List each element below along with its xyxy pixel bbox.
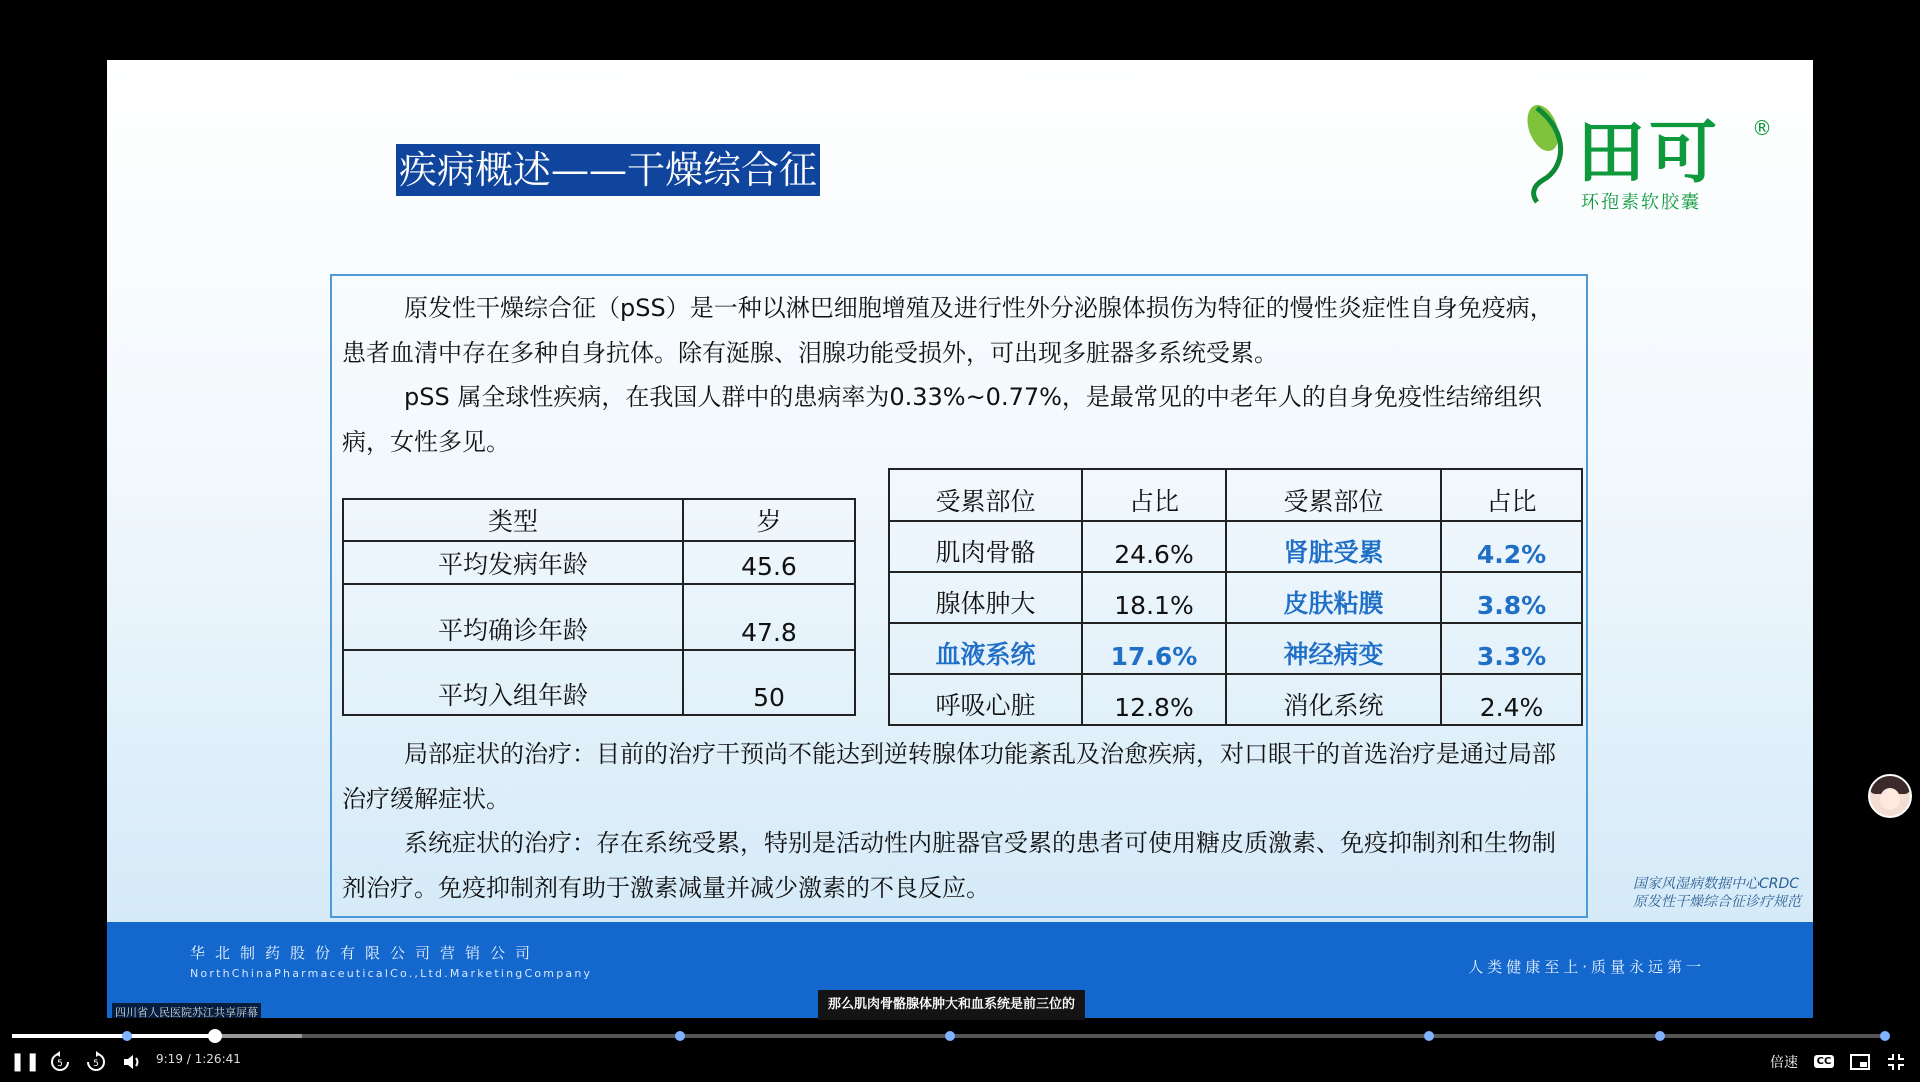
source-citation — [1633, 875, 1801, 911]
paragraph-text: 局部症状的治疗：目前的治疗干预尚不能达到逆转腺体功能紊乱及治愈疾病，对口眼干的首选治疗是通过局部治疗缓解症状。 — [342, 740, 1556, 813]
table-cell: 24.6% — [1082, 521, 1226, 572]
age-table-header: 岁 — [683, 499, 855, 541]
chapter-marker[interactable] — [945, 1031, 955, 1041]
rewind-5-button[interactable] — [48, 1048, 72, 1076]
video-progress-bar[interactable] — [12, 1034, 1888, 1038]
progress-scrubber-handle[interactable] — [208, 1029, 222, 1043]
chapter-marker[interactable] — [122, 1031, 132, 1041]
table-cell: 血液系统 — [889, 623, 1082, 674]
paragraph-local-treatment — [342, 732, 1564, 822]
age-table — [342, 498, 856, 716]
table-cell: 45.6 — [683, 541, 855, 584]
played-bar — [12, 1034, 215, 1038]
age-table-header: 类型 — [343, 499, 683, 541]
table-cell: 12.8% — [1082, 674, 1226, 725]
forward-5-button[interactable] — [84, 1048, 108, 1076]
exit-fullscreen-icon[interactable] — [1884, 1048, 1908, 1076]
rewind-seconds: 5 — [57, 1059, 63, 1069]
picture-in-picture-icon[interactable] — [1848, 1048, 1872, 1076]
volume-icon[interactable] — [120, 1048, 144, 1076]
forward-seconds: 5 — [93, 1059, 99, 1069]
organ-table-header: 受累部位 — [889, 469, 1082, 521]
source-line: 国家风湿病数据中心CRDC — [1633, 876, 1800, 892]
slide — [107, 60, 1813, 1018]
sprout-logo-icon — [1515, 98, 1575, 208]
playback-time: 9:19 / 1:26:41 — [156, 1052, 241, 1066]
table-cell: 2.4% — [1441, 674, 1582, 725]
forward-icon — [85, 1051, 107, 1073]
company-motto: 人类健康至上·质量永远第一 — [1468, 958, 1705, 976]
table-cell: 18.1% — [1082, 572, 1226, 623]
table-cell: 4.2% — [1441, 521, 1582, 572]
paragraph-prevalence — [342, 375, 1564, 465]
rewind-icon — [49, 1051, 71, 1073]
table-cell: 腺体肿大 — [889, 572, 1082, 623]
source-line: 原发性干燥综合征诊疗规范 — [1633, 894, 1801, 910]
paragraph-text: 系统症状的治疗：存在系统受累，特别是活动性内脏器官受累的患者可使用糖皮质激素、免疫抑制剂和生物制剂治疗。免疫抑制剂有助于激素减量并减少激素的不良反应。 — [342, 829, 1556, 902]
table-cell: 神经病变 — [1226, 623, 1441, 674]
organ-involvement-table — [888, 468, 1583, 726]
table-cell: 平均入组年龄 — [343, 650, 683, 715]
table-cell: 皮肤粘膜 — [1226, 572, 1441, 623]
company-name-cn: 华北制药股份有限公司营销公司 — [190, 944, 541, 962]
table-cell: 3.8% — [1441, 572, 1582, 623]
organ-table-header: 占比 — [1441, 469, 1582, 521]
chapter-marker[interactable] — [1655, 1031, 1665, 1041]
table-cell: 47.8 — [683, 584, 855, 650]
company-name-en: NorthChinaPharmaceuticalCo.,Ltd.MarketingCompany — [190, 967, 593, 980]
buffered-bar — [216, 1034, 302, 1038]
captions-button[interactable] — [1812, 1048, 1836, 1076]
paragraph-systemic-treatment — [342, 821, 1564, 911]
table-cell: 肌肉骨骼 — [889, 521, 1082, 572]
chapter-marker[interactable] — [675, 1031, 685, 1041]
table-cell: 呼吸心脏 — [889, 674, 1082, 725]
pause-icon[interactable]: ❚❚ — [10, 1051, 41, 1072]
avatar[interactable] — [1868, 774, 1912, 818]
player-controls — [0, 1046, 1920, 1080]
chapter-marker[interactable] — [1880, 1031, 1890, 1041]
table-cell: 平均发病年龄 — [343, 541, 683, 584]
organ-table-header: 占比 — [1082, 469, 1226, 521]
table-cell: 3.3% — [1441, 623, 1582, 674]
brand-name: 田可 — [1577, 114, 1722, 193]
avatar-face — [1880, 788, 1900, 810]
share-watermark: 四川省人民医院苏江共享屏幕 — [112, 1003, 261, 1021]
video-subtitle: 那么肌肉骨骼腺体肿大和血系统是前三位的 — [818, 990, 1085, 1020]
chapter-marker[interactable] — [1424, 1031, 1434, 1041]
registered-mark: ® — [1752, 116, 1772, 140]
slide-title: 疾病概述——干燥综合征 — [396, 144, 820, 196]
paragraph-definition — [342, 286, 1564, 376]
paragraph-text: pSS 属全球性疾病，在我国人群中的患病率为0.33%~0.77%，是最常见的中老年人的自身免疫性结缔组织病，女性多见。 — [342, 383, 1542, 456]
brand-logo — [1515, 98, 1785, 218]
table-cell: 消化系统 — [1226, 674, 1441, 725]
brand-subtitle: 环孢素软胶囊 — [1581, 192, 1701, 213]
cc-icon: CC — [1814, 1055, 1835, 1068]
organ-table-header: 受累部位 — [1226, 469, 1441, 521]
table-cell: 平均确诊年龄 — [343, 584, 683, 650]
table-cell: 肾脏受累 — [1226, 521, 1441, 572]
table-cell: 50 — [683, 650, 855, 715]
table-cell: 17.6% — [1082, 623, 1226, 674]
paragraph-text: 原发性干燥综合征（pSS）是一种以淋巴细胞增殖及进行性外分泌腺体损伤为特征的慢性炎症性自身免疫病，患者血清中存在多种自身抗体。除有涎腺、泪腺功能受损外，可出现多脏器多系统受累。 — [342, 294, 1554, 367]
playback-speed-button[interactable]: 倍速 — [1770, 1055, 1798, 1071]
